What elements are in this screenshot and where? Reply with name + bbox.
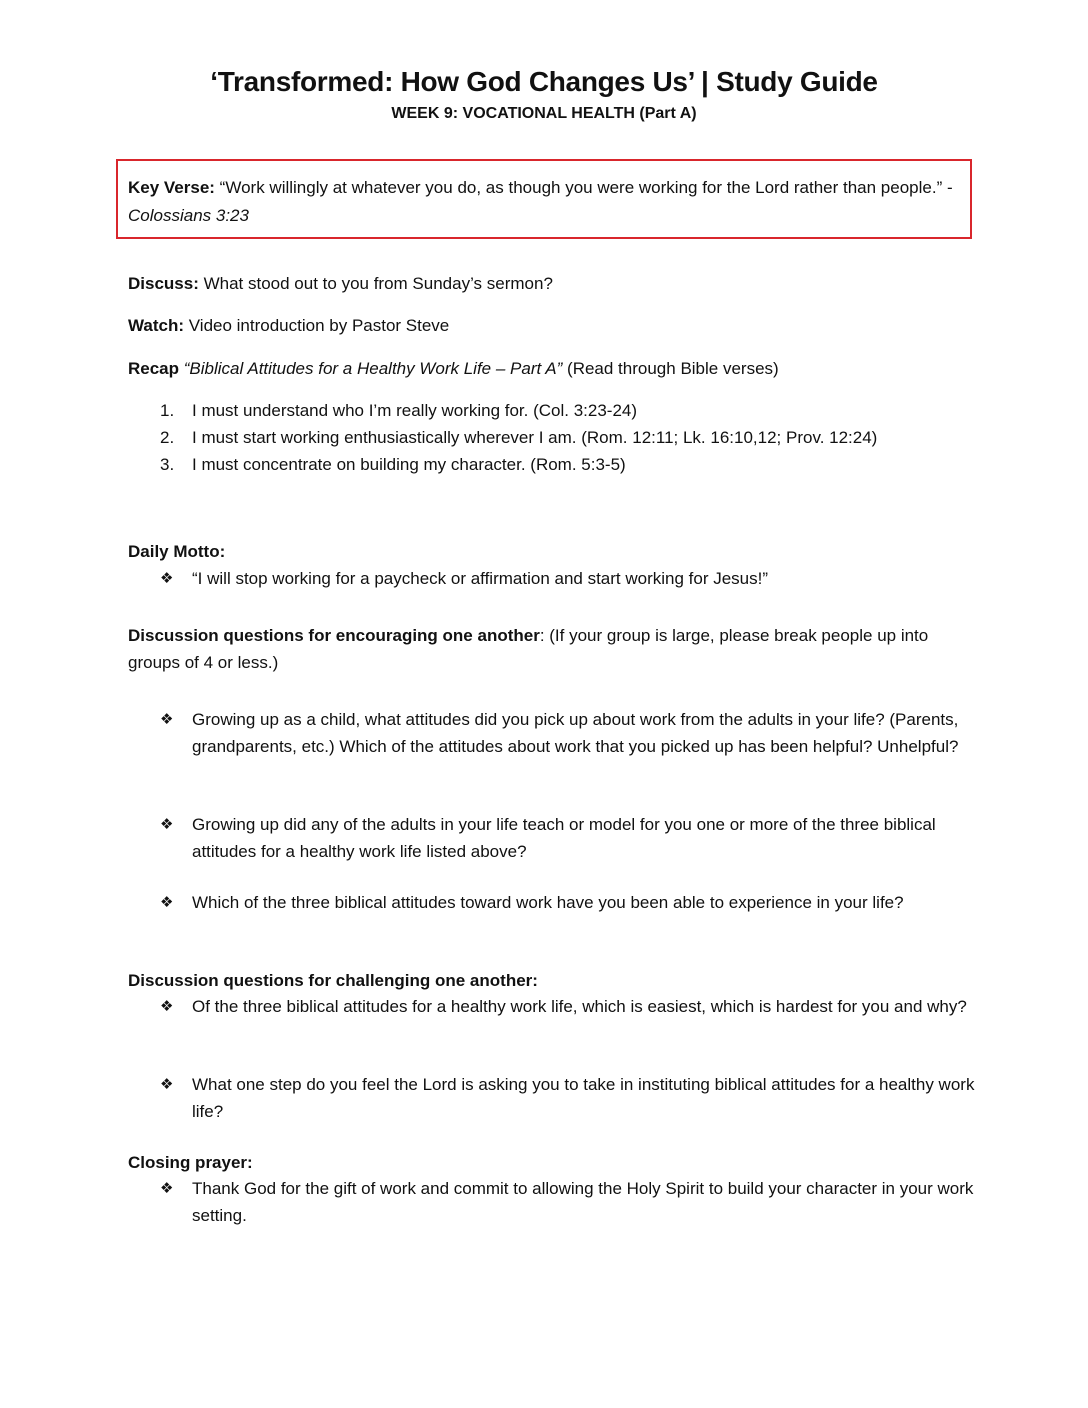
diamond-bullet-icon: ❖ [160, 893, 174, 911]
watch-label: Watch: [128, 316, 185, 335]
list-item-number: 1. [160, 401, 175, 420]
list-item-text: Of the three biblical attitudes for a healthy work life, which is easiest, which is hardest for you and why? [192, 997, 967, 1016]
diamond-bullet-icon: ❖ [160, 1075, 174, 1093]
recap-note: (Read through Bible verses) [562, 359, 779, 378]
key-verse-text: “Work willingly at whatever you do, as though you were working for the Lord rather than people.” - [214, 178, 953, 197]
list-item [150, 424, 950, 451]
diamond-bullet-icon: ❖ [160, 815, 174, 833]
diamond-bullet-icon: ❖ [160, 569, 174, 587]
closing-heading: Closing prayer: [128, 1153, 253, 1172]
list-item [160, 1071, 992, 1125]
list-item-text: What one step do you feel the Lord is asking you to take in instituting biblical attitudes for a healthy work life? [192, 1075, 975, 1121]
list-item-text: Growing up did any of the adults in your life teach or model for you one or more of the three biblical attitudes for a healthy work life listed above? [192, 815, 936, 861]
recap-title: “Biblical Attitudes for a Healthy Work Life – Part A” [179, 359, 563, 378]
list-item-number: 2. [160, 428, 175, 447]
list-item [150, 397, 950, 424]
watch-line [128, 312, 968, 339]
discuss-label: Discuss: [128, 274, 199, 293]
list-item [160, 993, 992, 1020]
key-verse-box [116, 159, 972, 239]
list-item-text: Growing up as a child, what attitudes did you pick up about work from the adults in your life? (Parents, grandparents, etc.) Which of the attitudes about work that you picked up has been helpful? Unhelpful? [192, 710, 959, 756]
daily-motto-heading: Daily Motto: [128, 542, 226, 561]
encouraging-intro [128, 622, 968, 676]
list-item [160, 565, 992, 592]
list-item-text: Which of the three biblical attitudes toward work have you been able to experience in your life? [192, 893, 904, 912]
key-verse-reference: Colossians 3:23 [128, 206, 249, 225]
recap-line [128, 355, 968, 382]
recap-label: Recap [128, 359, 180, 378]
list-item [160, 811, 992, 865]
page-subtitle: WEEK 9: VOCATIONAL HEALTH (Part A) [391, 105, 697, 122]
watch-text: Video introduction by Pastor Steve [184, 316, 450, 335]
list-item-text: Thank God for the gift of work and commit to allowing the Holy Spirit to build your character in your work setting. [192, 1179, 974, 1225]
list-item-number: 3. [160, 455, 175, 474]
encouraging-note: : (If your group is large, please break people up into groups of 4 or less.) [128, 626, 929, 672]
diamond-bullet-icon: ❖ [160, 710, 174, 728]
key-verse-label: Key Verse: [128, 178, 215, 197]
discuss-text: What stood out to you from Sunday’s sermon? [198, 274, 553, 293]
list-item-text: “I will stop working for a paycheck or affirmation and start working for Jesus!” [192, 569, 769, 588]
page-title: ‘Transformed: How God Changes Us’ | Study Guide [210, 66, 878, 97]
challenging-heading: Discussion questions for challenging one another: [128, 971, 538, 990]
list-item [160, 1175, 992, 1229]
list-item-text: I must understand who I’m really working for. (Col. 3:23-24) [192, 401, 638, 420]
list-item-text: I must concentrate on building my character. (Rom. 5:3-5) [192, 455, 626, 474]
list-item [150, 451, 950, 478]
diamond-bullet-icon: ❖ [160, 1179, 174, 1197]
encouraging-heading: Discussion questions for encouraging one another [128, 626, 540, 645]
diamond-bullet-icon: ❖ [160, 997, 174, 1015]
list-item [160, 889, 992, 916]
recap-list [150, 397, 950, 478]
discuss-line [128, 270, 968, 297]
list-item-text: I must start working enthusiastically wherever I am. (Rom. 12:11; Lk. 16:10,12; Prov. 12:24) [192, 428, 878, 447]
list-item [160, 706, 992, 760]
